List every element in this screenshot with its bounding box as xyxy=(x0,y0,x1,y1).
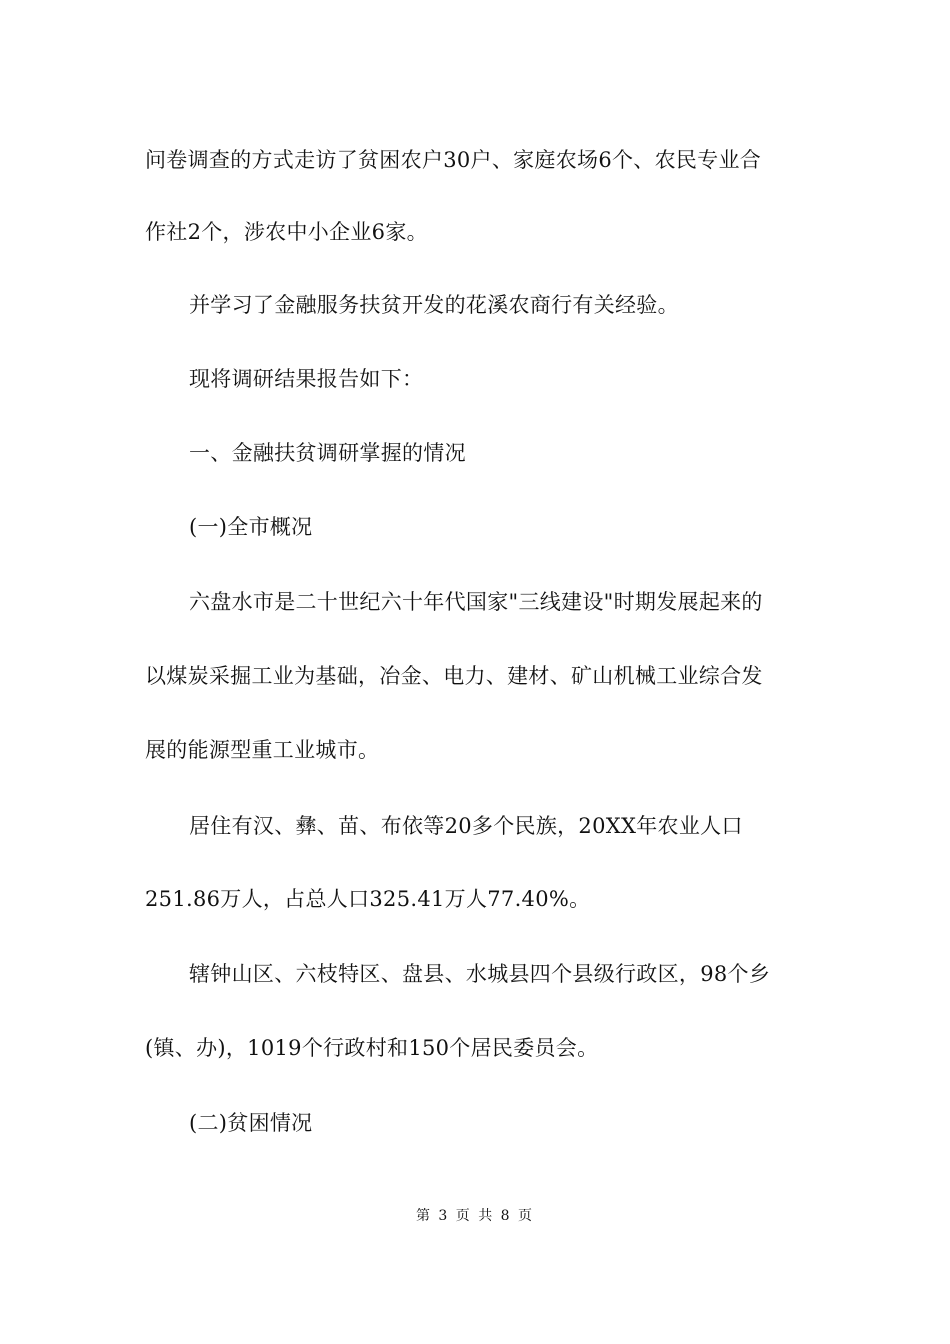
body-text-line: 并学习了金融服务扶贫开发的花溪农商行有关经验。 xyxy=(189,293,679,317)
body-text-line: 辖钟山区、六枝特区、盘县、水城县四个县级行政区，98个乡 xyxy=(189,962,771,986)
body-text-line: 以煤炭采掘工业为基础，冶金、电力、建材、矿山机械工业综合发 xyxy=(145,664,763,688)
page-label-prefix: 第 xyxy=(415,1208,432,1224)
page-footer xyxy=(0,1206,950,1226)
subsection-heading: (二)贫困情况 xyxy=(189,1111,313,1135)
body-text-line: 问卷调查的方式走访了贫困农户30户、家庭农场6个、农民专业合 xyxy=(145,148,762,172)
current-page-number: 3 xyxy=(438,1208,450,1224)
page-label-suffix: 页 xyxy=(518,1208,535,1224)
body-text-line: 六盘水市是二十世纪六十年代国家"三线建设"时期发展起来的 xyxy=(189,590,763,614)
subsection-heading: (一)全市概况 xyxy=(189,515,313,539)
body-text-line: (镇、办)，1019个行政村和150个居民委员会。 xyxy=(145,1036,599,1060)
page-label-mid: 页 共 xyxy=(455,1208,495,1224)
body-text-line: 居住有汉、彝、苗、布依等20多个民族，20XX年农业人口 xyxy=(189,814,743,838)
body-text-line: 现将调研结果报告如下： xyxy=(189,367,424,391)
total-page-count: 8 xyxy=(500,1208,512,1224)
body-text-line: 作社2个，涉农中小企业6家。 xyxy=(145,220,428,244)
section-heading: 一、金融扶贫调研掌握的情况 xyxy=(189,441,466,465)
body-text-line: 展的能源型重工业城市。 xyxy=(145,738,380,762)
body-text-line: 251.86万人，占总人口325.41万人77.40%。 xyxy=(145,887,591,911)
